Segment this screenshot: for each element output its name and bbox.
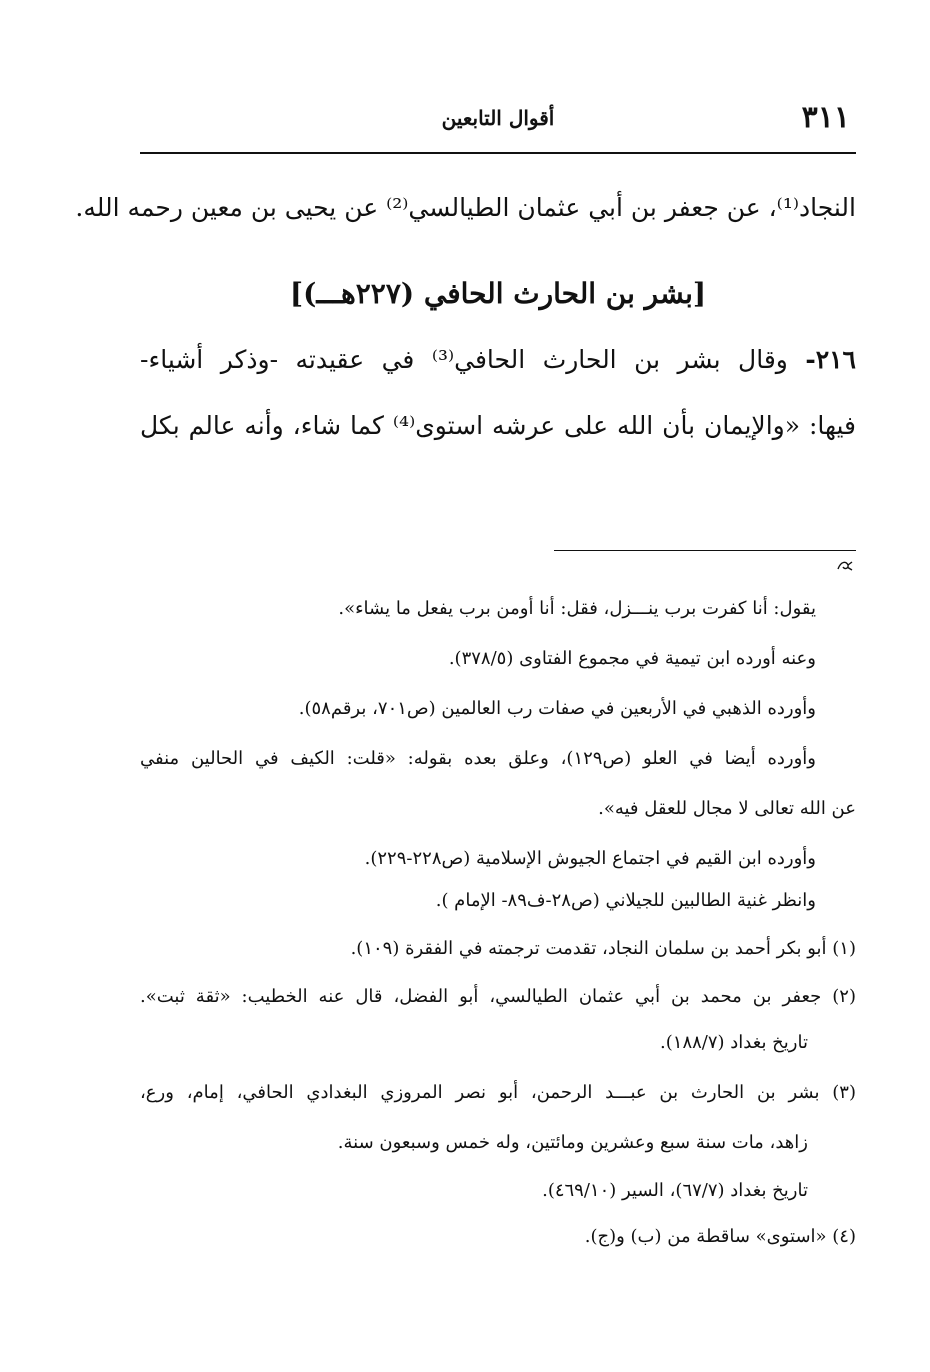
running-head: [140, 100, 856, 144]
footnote-continued-line: عن الله تعالى لا مجال للعقل فيه».: [598, 798, 856, 819]
footnote-continued-line: وأورده ابن القيم في اجتماع الجيوش الإسلامية (ص٢٢٨-٢٢٩).: [364, 848, 816, 869]
body-line-2: [140, 340, 856, 380]
footnote-continued-line: يقول: أنا كفرت برب ينـــزل، فقل: أنا أومن برب يفعل ما يشاء».: [338, 598, 816, 619]
body-line-3: فيها: «والإيمان بأن الله على عرشه استوى⁽⁴⁾ كما شاء، وأنه عالم بكل: [140, 411, 856, 440]
section-heading: [بشر بن الحارث الحافي (٢٢٧هـــ)]: [289, 277, 707, 310]
footnote-2: (٢) جعفر بن محمد بن أبي عثمان الطيالسي، أبو الفضل، قال عنه الخطيب: «ثقة ثبت».: [140, 986, 856, 1007]
body-line-1: النجاد⁽¹⁾، عن جعفر بن أبي عثمان الطيالسي⁽²⁾ عن يحيى بن معين رحمه الله.: [75, 193, 856, 222]
footnote-3: (٣) بشر بن الحارث بن عبـــد الرحمن، أبو نصر المروزي البغدادي الحافي، إمام، ورع،: [140, 1082, 856, 1103]
continuation-mark-icon: [836, 558, 854, 577]
footnote-continued-line: وانظر غنية الطالبين للجيلاني (ص٢٨-ف٨٩- الإمام ).: [435, 890, 816, 911]
footnote-2-cont: تاريخ بغداد (١٨٨/٧).: [660, 1032, 808, 1053]
header-rule: [140, 152, 856, 154]
footnote-1: (١) أبو بكر أحمد بن سلمان النجاد، تقدمت ترجمته في الفقرة (١٠٩).: [350, 938, 856, 959]
body-line-2-text: وقال بشر بن الحارث الحافي⁽³⁾ في عقيدته -وذكر أشياء-: [140, 345, 806, 374]
page-number: ٣١١: [801, 100, 850, 135]
footnote-continued-line: وأورده أيضا في العلو (ص١٢٩)، وعلق بعده بقوله: «قلت: الكيف في الحالين منفي: [140, 748, 817, 769]
footnote-continued-line: وأورده الذهبي في الأربعين في صفات رب العالمين (ص٧٠١، برقم٥٨).: [298, 698, 816, 719]
footnote-rule: [554, 550, 856, 551]
footnote-3-cont: زاهد، مات سنة سبع وعشرين ومائتين، وله خمس وسبعون سنة.: [337, 1132, 808, 1153]
footnote-continued-line: وعنه أورده ابن تيمية في مجموع الفتاوى (٣٧٨/٥).: [448, 648, 816, 669]
footnote-3-cont: تاريخ بغداد (٦٧/٧)، السير (٤٦٩/١٠).: [542, 1180, 808, 1201]
footnote-4: (٤) «استوى» ساقطة من (ب) و(ج).: [584, 1226, 856, 1247]
entry-number: ٢١٦-: [805, 345, 856, 374]
running-title: أقوال التابعين: [441, 106, 555, 130]
